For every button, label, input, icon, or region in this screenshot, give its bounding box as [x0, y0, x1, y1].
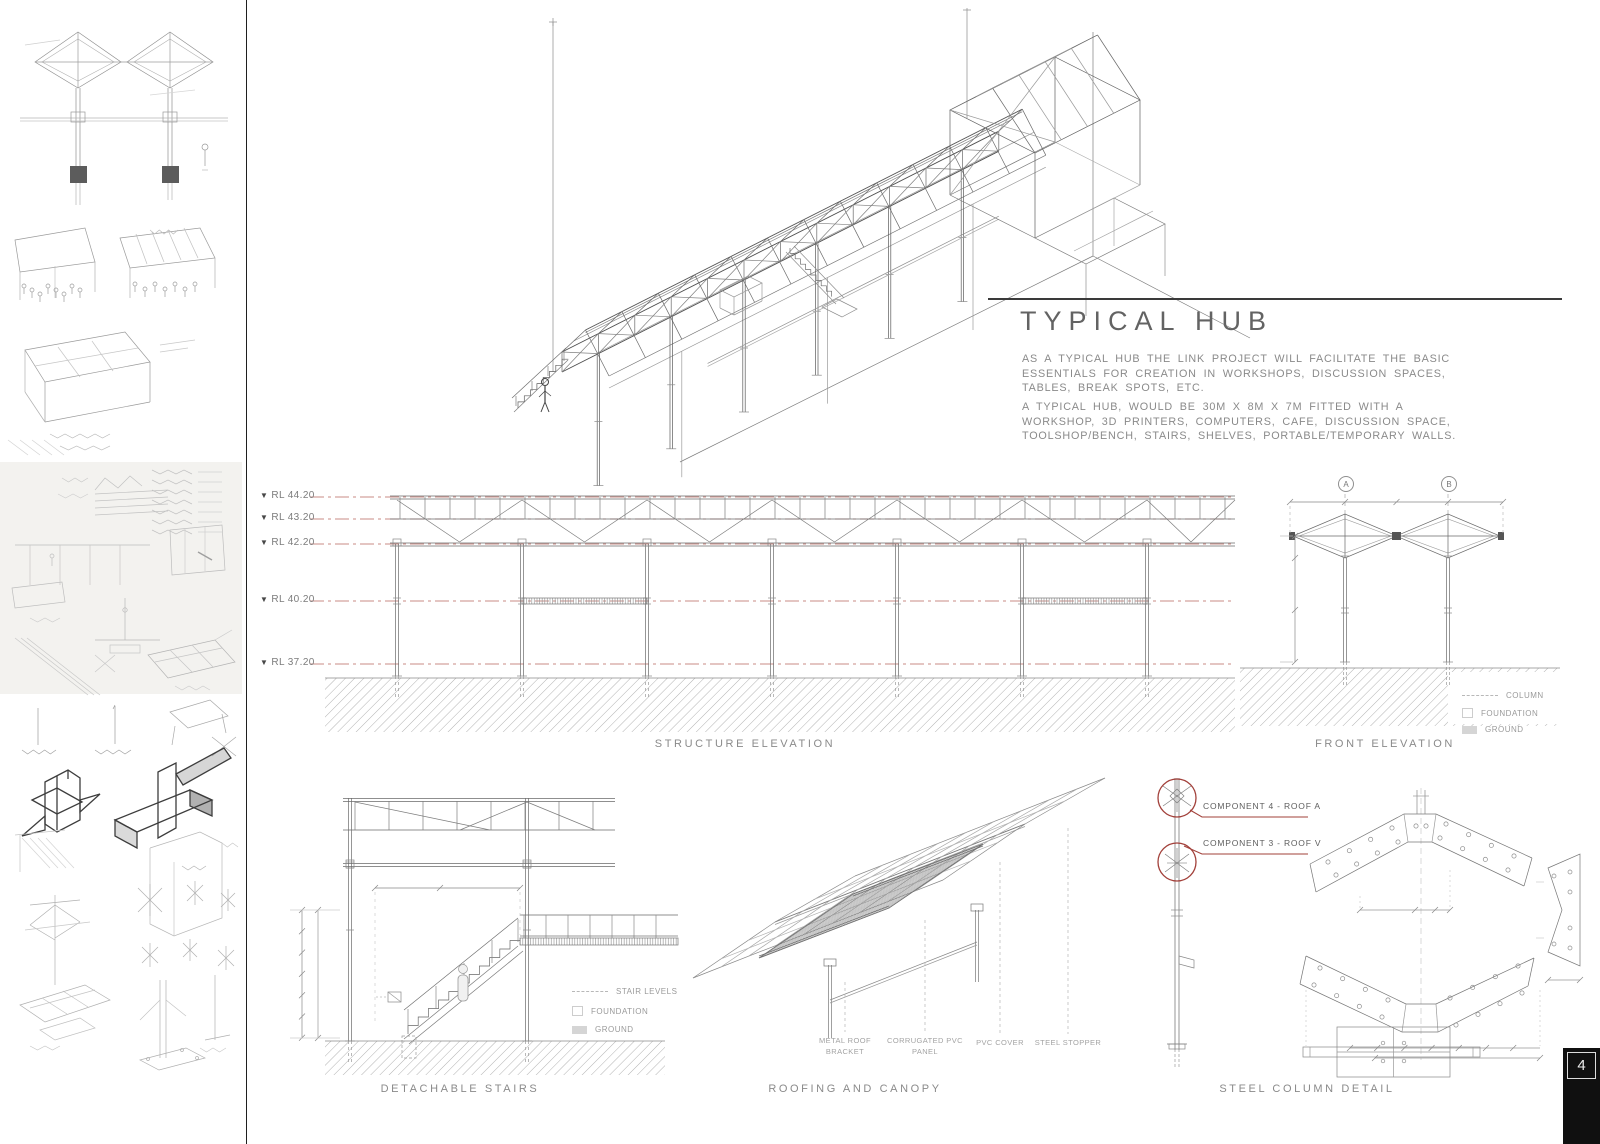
annotation-pvc-cover: PVC COVER: [976, 1038, 1024, 1047]
stair-levels-line-swatch: [572, 991, 608, 992]
roofing-canopy-drawing: [680, 770, 1110, 1080]
legend-row-stair-levels: STAIR LEVELS: [572, 987, 677, 996]
level-marker-icon: ▼: [260, 491, 269, 500]
level-marker-icon: ▼: [260, 658, 269, 667]
legend-row-foundation: FOUNDATION: [572, 1006, 648, 1016]
annotation-corrugated-pvc-panel: CORRUGATED PVC PANEL: [887, 1036, 963, 1056]
page-number: 4: [1567, 1052, 1596, 1079]
level-label: ▼ RL 42.20: [260, 537, 315, 548]
legend-row-ground: GROUND: [1462, 725, 1524, 734]
level-marker-icon: ▼: [260, 538, 269, 547]
foundation-swatch: [572, 1006, 583, 1016]
legend-row-column: COLUMN: [1462, 691, 1544, 700]
steel-column-detail-drawing: [1120, 760, 1600, 1080]
ground-swatch: [1462, 726, 1477, 734]
structure-elevation-drawing: [250, 470, 1240, 770]
grid-bubble-b: B: [1441, 476, 1457, 492]
column-line-swatch: [1462, 695, 1498, 696]
caption-structure-elevation: STRUCTURE ELEVATION: [654, 738, 836, 750]
callout-component3-roof-v: COMPONENT 3 - ROOF V: [1203, 838, 1322, 848]
concept-sketches-sidebar: [0, 0, 248, 1144]
callout-component4-roof-a: COMPONENT 4 - ROOF A: [1203, 801, 1321, 811]
level-label: ▼ RL 43.20: [260, 512, 315, 523]
legend-row-foundation: FOUNDATION: [1462, 708, 1538, 718]
caption-roofing-canopy: ROOFING AND CANOPY: [768, 1083, 942, 1095]
title-rule: [988, 298, 1562, 300]
caption-detachable-stairs: DETACHABLE STAIRS: [380, 1083, 540, 1095]
caption-steel-column-detail: STEEL COLUMN DETAIL: [1219, 1083, 1395, 1095]
level-marker-icon: ▼: [260, 595, 269, 604]
annotation-steel-stopper: STEEL STOPPER: [1034, 1038, 1102, 1047]
ground-swatch: [572, 1026, 587, 1034]
legend-row-ground: GROUND: [572, 1025, 634, 1034]
annotation-metal-roof-bracket: METAL ROOF BRACKET: [819, 1036, 871, 1056]
page-title: TYPICAL HUB: [1020, 306, 1274, 336]
level-label: ▼ RL 40.20: [260, 594, 315, 605]
level-label: ▼ RL 44.20: [260, 490, 315, 501]
foundation-swatch: [1462, 708, 1473, 718]
caption-front-elevation: FRONT ELEVATION: [1315, 738, 1455, 750]
page-number-bar: [1563, 1048, 1600, 1144]
level-label: ▼ RL 37.20: [260, 657, 315, 668]
level-marker-icon: ▼: [260, 513, 269, 522]
sidebar-divider: [246, 0, 247, 1144]
intro-paragraph: AS A TYPICAL HUB THE LINK PROJECT WILL FACILITATE THE BASIC ESSENTIALS FOR CREATION IN WORKSHOPS, DISCUSSION SPACES, TABLES, BREAK SPOTS, ETC.: [1022, 353, 1450, 395]
grid-bubble-a: A: [1338, 476, 1354, 492]
spec-paragraph: A TYPICAL HUB, WOULD BE 30M X 8M X 7M FITTED WITH A WORKSHOP, 3D PRINTERS, COMPUTERS, CAFE, DISCUSSION SPACE, TOOLSHOP/BENCH, STAIRS, SHELVES, PORTABLE/TEMPORARY WALLS.: [1022, 401, 1456, 443]
